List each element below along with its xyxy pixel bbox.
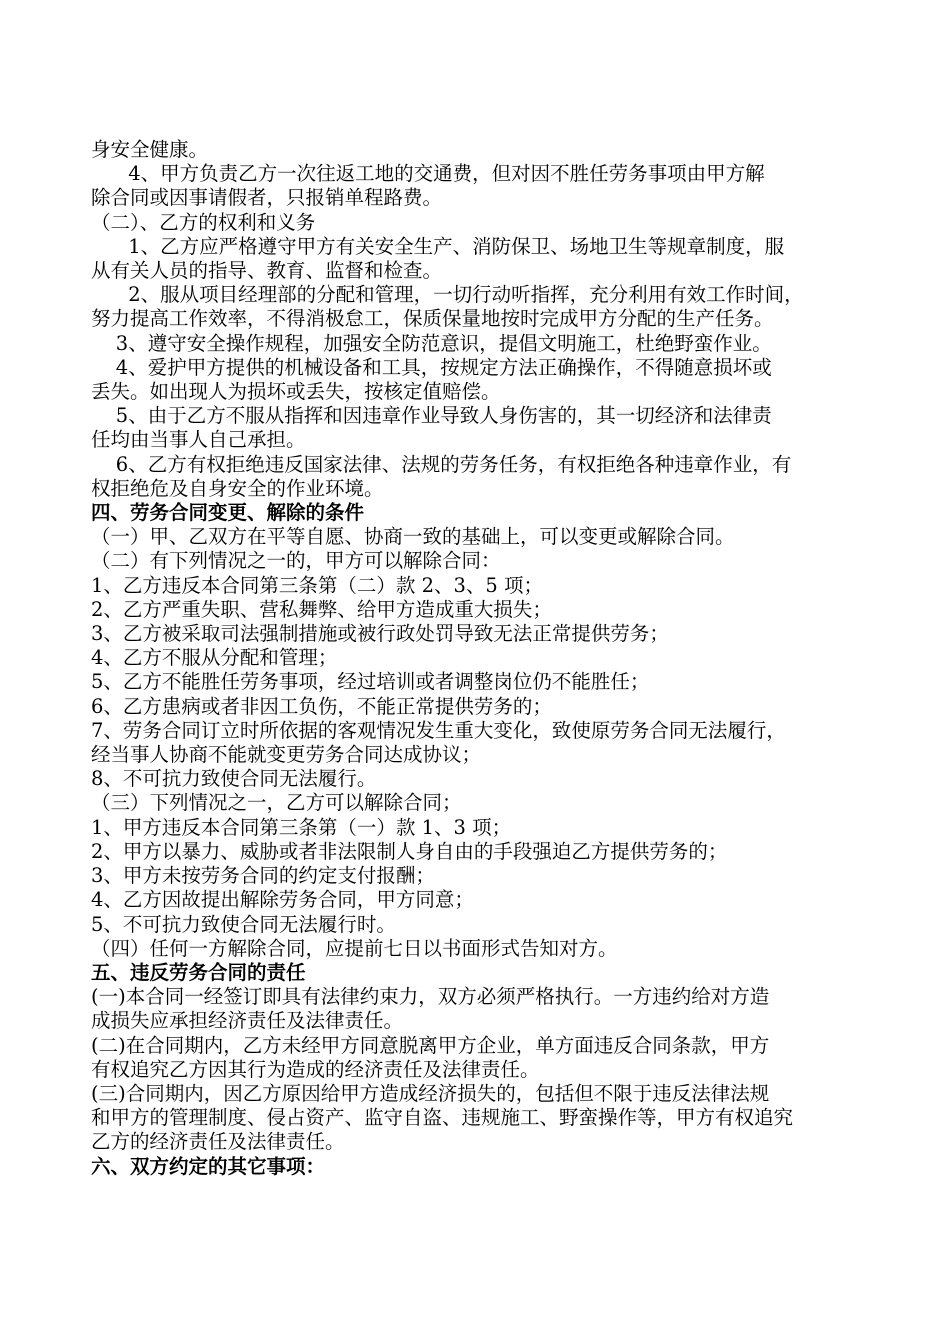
text-line: 和甲方的管理制度、侵占资产、监守自盗、违规施工、野蛮操作等，甲方有权追究: [91, 1106, 794, 1130]
text-line: 6、乙方患病或者非因工负伤，不能正常提供劳务的；: [91, 694, 552, 718]
text-line: （二）有下列情况之一的，甲方可以解除合同：: [91, 549, 501, 573]
text-line: 3、甲方未按劳务合同的约定支付报酬；: [91, 864, 435, 888]
text-line: 2、乙方严重失职、营私舞弊、给甲方造成重大损失；: [91, 597, 552, 621]
text-line: （三）下列情况之一，乙方可以解除合同；: [91, 791, 462, 815]
text-line: 1、乙方应严格遵守甲方有关安全生产、消防保卫、场地卫生等规章制度，服: [91, 234, 785, 258]
text-line: 7、劳务合同订立时所依据的客观情况发生重大变化，致使原劳务合同无法履行，: [91, 718, 786, 742]
text-line: (二)在合同期内，乙方未经甲方同意脱离甲方企业，单方面违反合同条款，甲方: [91, 1033, 770, 1057]
text-line: 权拒绝危及自身安全的作业环境。: [91, 476, 384, 500]
text-line: 任均由当事人自己承担。: [91, 428, 306, 452]
text-line: 5、不可抗力致使合同无法履行时。: [91, 912, 396, 936]
text-line: 4、乙方因故提出解除劳务合同，甲方同意；: [91, 888, 474, 912]
text-line: 1、乙方违反本合同第三条第（二）款 2、3、5 项；: [91, 573, 544, 597]
text-line: 经当事人协商不能就变更劳务合同达成协议；: [91, 743, 482, 767]
text-line: 6、乙方有权拒绝违反国家法律、法规的劳务任务，有权拒绝各种违章作业，有: [91, 452, 792, 476]
text-line: 3、遵守安全操作规程，加强安全防范意识，提倡文明施工，杜绝野蛮作业。: [91, 331, 772, 355]
text-line: (三)合同期内，因乙方原因给甲方造成经济损失的，包括但不限于违反法律法规: [91, 1081, 770, 1105]
document-body: [91, 138, 866, 1179]
text-line: 2、服从项目经理部的分配和管理，一切行动听指挥，充分利用有效工作时间，: [91, 283, 804, 307]
text-line: 8、不可抗力致使合同无法履行。: [91, 767, 377, 791]
text-line: （二）、乙方的权利和义务: [91, 210, 316, 234]
text-line: 有权追究乙方因其行为造成的经济责任及法律责任。: [91, 1057, 540, 1081]
text-line: 努力提高工作效率，不得消极怠工，保质保量地按时完成甲方分配的生产任务。: [91, 307, 774, 331]
text-line: 乙方的经济责任及法律责任。: [91, 1130, 345, 1154]
text-line: 5、由于乙方不服从指挥和因违章作业导致人身伤害的，其一切经济和法律责: [91, 404, 772, 428]
text-line: 丢失。如出现人为损坏或丢失，按核定值赔偿。: [91, 380, 501, 404]
text-line: (一)本合同一经签订即具有法律约束力，双方必须严格执行。一方违约给对方造: [91, 985, 770, 1009]
text-line: （四）任何一方解除合同，应提前七日以书面形式告知对方。: [91, 936, 618, 960]
section-heading: 五、违反劳务合同的责任: [91, 960, 306, 984]
text-line: 从有关人员的指导、教育、监督和检查。: [91, 259, 443, 283]
text-line: 身安全健康。: [91, 138, 209, 161]
text-line: 3、乙方被采取司法强制措施或被行政处罚导致无法正常提供劳务；: [91, 622, 669, 646]
section-heading: 六、双方约定的其它事项：: [91, 1154, 326, 1178]
text-line: 1、甲方违反本合同第三条第（一）款 1、3 项；: [91, 815, 512, 839]
text-line: （一）甲、乙双方在平等自愿、协商一致的基础上，可以变更或解除合同。: [91, 525, 735, 549]
text-line: 5、乙方不能胜任劳务事项，经过培训或者调整岗位仍不能胜任；: [91, 670, 650, 694]
section-heading: 四、劳务合同变更、解除的条件: [91, 501, 365, 525]
text-line: 除合同或因事请假者，只报销单程路费。: [91, 186, 443, 210]
text-line: 4、乙方不服从分配和管理；: [91, 646, 338, 670]
text-line: 4、甲方负责乙方一次往返工地的交通费，但对因不胜任劳务事项由甲方解: [91, 162, 765, 186]
text-line: 4、爱护甲方提供的机械设备和工具，按规定方法正确操作，不得随意损坏或: [91, 355, 772, 379]
text-line: 2、甲方以暴力、威胁或者非法限制人身自由的手段强迫乙方提供劳务的；: [91, 839, 728, 863]
text-line: 成损失应承担经济责任及法律责任。: [91, 1009, 404, 1033]
